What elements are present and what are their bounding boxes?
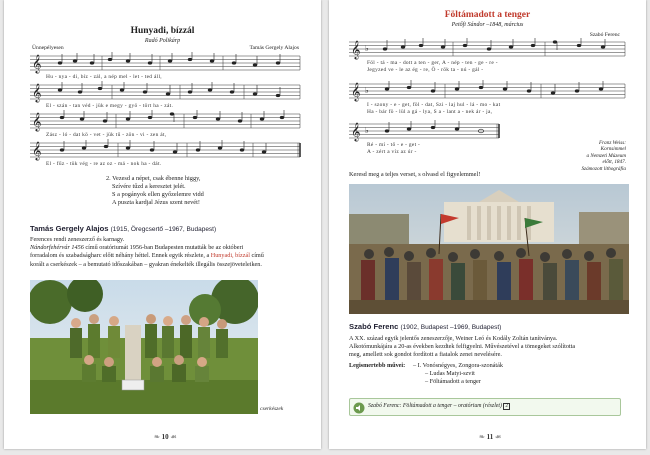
lyric-line-4: El - fűz - tük vég - re az oz - má - nok ha - dát. bbox=[46, 161, 162, 167]
work-item: – Föltámadott a tenger bbox=[425, 378, 481, 386]
music-staff-4 bbox=[30, 139, 302, 159]
music-staff-1 bbox=[349, 38, 627, 58]
scouts-photo-graphic bbox=[30, 280, 258, 414]
right-page bbox=[329, 0, 646, 449]
music-staff-graphic bbox=[30, 81, 302, 103]
lyric-line-1: Föl - tá - ma - dott a ten - ger, A - nép - ten - ge - re - bbox=[367, 60, 498, 66]
bio-line: A XX. század egyik jelentős zeneszerzője, Weiner Leó és Kodály Zoltán tanítványa. bbox=[349, 335, 558, 342]
composer-name: Szabó Ferenc bbox=[589, 32, 620, 38]
page-number: ❧ 11 ☙ bbox=[479, 433, 502, 441]
left-page bbox=[4, 0, 321, 449]
verse-line: S a pogányok ellen győzelemre vidd bbox=[112, 191, 204, 198]
bio-name: Tamás Gergely Alajos bbox=[30, 224, 109, 233]
music-staff-graphic bbox=[349, 38, 627, 60]
speaker-icon bbox=[353, 401, 365, 419]
music-staff-2 bbox=[30, 81, 302, 101]
bio-dates: (1915, Öregcsertő –1967, Budapest) bbox=[110, 226, 217, 233]
work-item: – Ludas Matyi-szvit bbox=[425, 370, 475, 378]
scouts-photo bbox=[30, 280, 258, 414]
audio-reference-box[interactable] bbox=[349, 398, 621, 416]
bio-line: Nándorfehérvár 1456 című oratóriumát 1956-ban Budapesten mutatták be az októberi bbox=[30, 244, 244, 252]
music-staff-1 bbox=[30, 52, 302, 72]
bio-heading bbox=[30, 224, 216, 233]
music-staff-graphic bbox=[30, 110, 302, 132]
music-staff-2 bbox=[349, 80, 627, 100]
composer-name: Tamás Gergely Alajos bbox=[249, 45, 299, 51]
verse-line: 2. Vezesd a népet, csak ébenne higgy, bbox=[106, 175, 201, 182]
svg-text:𝄞: 𝄞 bbox=[32, 114, 42, 131]
svg-text:𝄞: 𝄞 bbox=[351, 42, 361, 59]
music-staff-3 bbox=[30, 110, 302, 130]
painting-graphic bbox=[349, 184, 629, 314]
bio-line: Alkotómunkájára a 20-as években kezdtek felfigyelni. Művészetével a tömegeket szólította bbox=[349, 343, 576, 351]
bio-heading bbox=[349, 322, 501, 331]
lyric-line-4: Ha - bár fö - lül a gá - lya, S a - lant a - nek ár - ja, bbox=[367, 109, 493, 115]
lyric-line-2: El - szán - tan véd - jük e megy - gyö - tört ha - zát. bbox=[46, 103, 174, 109]
music-staff-graphic bbox=[349, 80, 627, 102]
painting-caption: Franz Weiss: Kornsimmel a Nemzeti Múzeum előtt, 1847. Számozott lithográfia bbox=[581, 140, 626, 172]
svg-text:♭: ♭ bbox=[365, 44, 369, 53]
verse-line: Szívére tűzd a keresztet jelét. bbox=[112, 183, 186, 190]
works-list bbox=[349, 362, 405, 370]
svg-text:𝄞: 𝄞 bbox=[32, 143, 42, 160]
song-subtitle: Petőfi Sándor –1848, március bbox=[451, 22, 524, 28]
svg-text:♭: ♭ bbox=[365, 126, 369, 135]
historical-painting bbox=[349, 184, 629, 314]
verse-line: A puszta kardjal Jézus szent nevét! bbox=[112, 199, 200, 206]
bio-line: korált a cserkészek – a bemutató időszakában – gyakran énekelték illegális összejöveteleiken. bbox=[30, 260, 262, 268]
works-items bbox=[413, 362, 503, 387]
work-title: Nándorfehérvár 1456 bbox=[30, 244, 84, 252]
works-label: Legismertebb művei: bbox=[349, 362, 406, 369]
work-item: – I. Vonósnégyes, Zongora-szonáták bbox=[413, 362, 503, 369]
bio-line: meg, amellett sok gondot fordított a fiatalok zenei nevelésére. bbox=[349, 351, 502, 359]
music-staff-graphic bbox=[30, 52, 302, 74]
svg-text:𝄞: 𝄞 bbox=[32, 85, 42, 102]
tempo-marking: Ünnepélyesen bbox=[32, 45, 64, 51]
bio-dates: (1902, Budapest –1969, Budapest) bbox=[400, 324, 502, 331]
bio-line: Ferences rendi zeneszerző és karnagy. bbox=[30, 236, 125, 243]
song-title: Hunyadi, bízzál bbox=[130, 26, 195, 36]
svg-text:𝄞: 𝄞 bbox=[32, 56, 42, 73]
svg-text:♭: ♭ bbox=[365, 86, 369, 95]
bio-text bbox=[30, 236, 310, 269]
song-title: Föltámadott a tenger bbox=[444, 10, 531, 20]
lyric-line-6: A - zért a víz az úr - bbox=[367, 149, 417, 155]
bio-name: Szabó Ferenc bbox=[349, 322, 399, 331]
music-staff-graphic bbox=[349, 120, 527, 142]
photo-caption: cserkészek bbox=[260, 406, 284, 412]
bio-text bbox=[349, 335, 633, 360]
music-staff-3 bbox=[349, 120, 527, 140]
page-number: ❧ 10 ☙ bbox=[154, 433, 177, 441]
svg-text:𝄞: 𝄞 bbox=[351, 84, 361, 101]
song-subtitle: Radó Polikárp bbox=[144, 38, 181, 44]
lyric-line-2: Jegyzed ve - le az ég - re, Ö - rök ta - nú - gál - bbox=[367, 67, 484, 73]
track-number-badge: 2 bbox=[505, 404, 508, 409]
svg-text:𝄞: 𝄞 bbox=[351, 124, 361, 141]
audio-label: Szabó Ferenc: Föltámadott a tenger – oratórium (részlet) 2 bbox=[368, 403, 508, 409]
lyric-line-3: I - szony - e - get, föl - dat, Szi - laj hul - lá - mo - kat bbox=[367, 102, 501, 108]
bio-line: forradalom és szabadságharc előtt néhány héttel. Ennek egyik részlete, a Hunyadi, bízzál című bbox=[30, 252, 264, 260]
highlight-title: Hunyadi, bízzál bbox=[210, 252, 250, 260]
music-staff-graphic bbox=[30, 139, 302, 161]
lyric-line-1: Hu - nya - di, bíz - zál, a nép mel - let - ted áll, bbox=[46, 74, 162, 80]
lyric-line-3: Zász - ló - dat kö - vet - jük tű - zön - vi - zen át, bbox=[46, 132, 167, 138]
song-verse bbox=[106, 175, 204, 207]
lyric-line-5: Ré - mí - tő - e - get - bbox=[367, 142, 421, 148]
instruction-text: Keresd meg a teljes verset, s olvasd el figyelemmel! bbox=[349, 171, 481, 178]
